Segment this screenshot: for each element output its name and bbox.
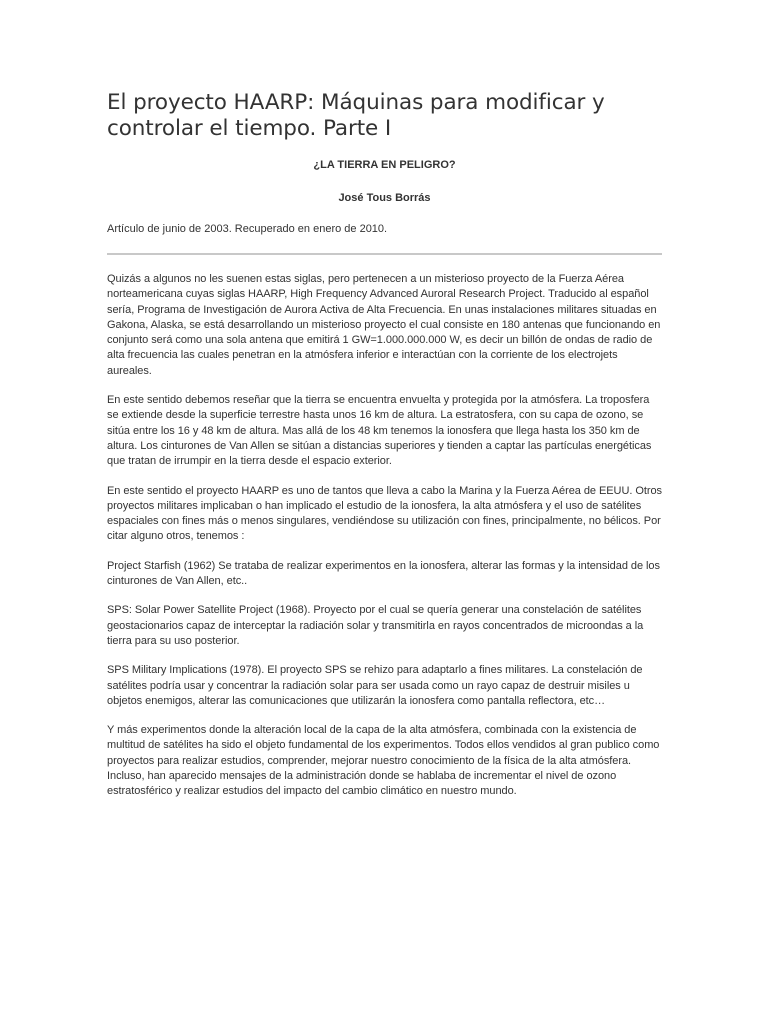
article xyxy=(107,90,662,798)
article-title: El proyecto HAARP: Máquinas para modificar y controlar el tiempo. Parte I xyxy=(107,90,605,141)
paragraph: Y más experimentos donde la alteración local de la capa de la alta atmósfera, combinada con la existencia de multitud de satélites ha sido el objeto fundamental de los experimentos. Todos ellos vendidos al gran publico como proyectos para realizar estudios, comprender, mejorar nuestro conocimiento de la física de la alta atmósfera. Incluso, han aparecido mensajes de la administración donde se hablaba de incrementar el nivel de ozono estratosférico y realizar estudios del impacto del cambio climático en nuestro mundo. xyxy=(107,724,660,798)
paragraph: SPS: Solar Power Satellite Project (1968). Proyecto por el cual se quería generar una constelación de satélites geostacionarios capaz de interceptar la radiación solar y transmitirla en rayos concentrados de microondas a la tierra para su uso posterior. xyxy=(107,604,644,647)
article-date-note: Artículo de junio de 2003. Recuperado en enero de 2010. xyxy=(107,223,388,235)
paragraph: SPS Military Implications (1978). El proyecto SPS se rehizo para adaptarlo a fines militares. La constelación de satélites podría usar y concentrar la radiación solar para ser usada como un rayo capaz de destruir misiles u objetos enemigos, alterar las comunicaciones que utilizarán la ionosfera como pantalla reflectora, etc… xyxy=(107,664,643,707)
article-author: José Tous Borrás xyxy=(338,192,431,204)
paragraph: Project Starfish (1962) Se trataba de realizar experimentos en la ionosfera, alterar las formas y la intensidad de los cinturones de Van Allen, etc.. xyxy=(107,559,660,588)
paragraph: En este sentido debemos reseñar que la tierra se encuentra envuelta y protegida por la atmósfera. La troposfera se extiende desde la superficie terrestre hasta unos 16 km de altura. La estratosfera, con su capa de ozono, se sitúa entre los 16 y 48 km de altura. Mas allá de los 48 km tenemos la ionosfera que llega hasta los 350 km de altura. Los cinturones de Van Allen se sitúan a distancias superiores y tienden a captar las partículas energéticas que tratan de irrumpir en la tierra desde el espacio exterior. xyxy=(107,394,652,468)
horizontal-divider xyxy=(107,253,662,255)
article-body xyxy=(107,272,662,814)
paragraph: Quizás a algunos no les suenen estas siglas, pero pertenecen a un misterioso proyecto de la Fuerza Aérea norteamericana cuyas siglas HAARP, High Frequency Advanced Auroral Research Project. Traducido al español sería, Programa de Investigación de Aurora Activa de Alta Frecuencia. En unas instalaciones militares situadas en Gakona, Alaska, se está desarrollando un misterioso proyecto el cual consiste en 180 antenas que funcionando en conjunto será como una sola antena que emitirá 1 GW=1.000.000.000 W, es decir un billón de ondas de radio de alta frecuencia las cuales penetran en la atmósfera inferior e interactúan con la corriente de los electrojets aureales. xyxy=(107,273,661,377)
paragraph: En este sentido el proyecto HAARP es uno de tantos que lleva a cabo la Marina y la Fuerza Aérea de EEUU. Otros proyectos militares implicaban o han implicado el estudio de la ionosfera, la alta atmósfera y el uso de satélites espaciales con fines más o menos singulares, vendiéndose su utilización con fines, principalmente, no bélicos. Por citar alguno otros, tenemos : xyxy=(107,484,662,543)
article-subtitle: ¿LA TIERRA EN PELIGRO? xyxy=(313,159,456,171)
